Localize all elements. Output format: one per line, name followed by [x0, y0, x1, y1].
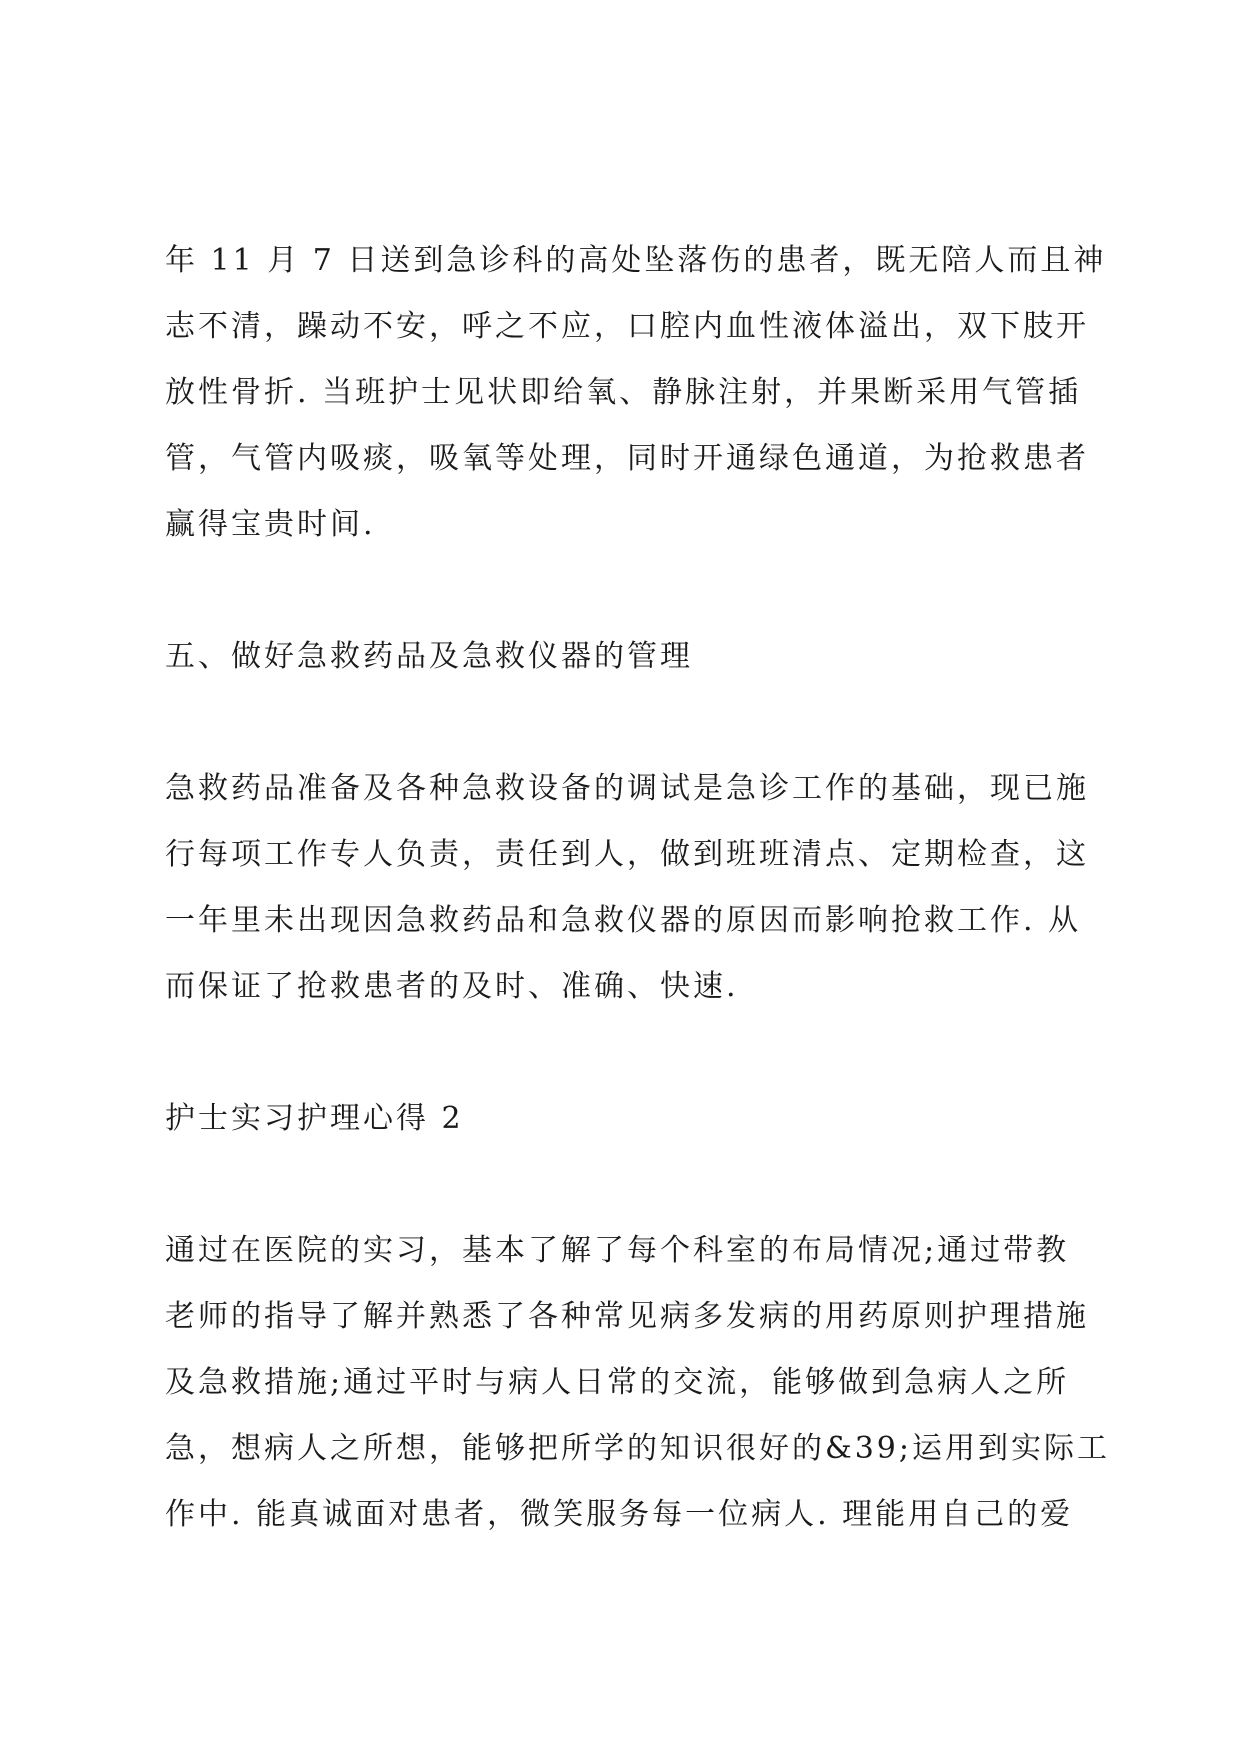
paragraph-line: 通过在医院的实习，基本了解了每个科室的布局情况;通过带教: [165, 1233, 1070, 1268]
document-body: [165, 228, 1110, 1548]
paragraph-line: 赢得宝贵时间.: [165, 507, 376, 542]
paragraph-emergency-case: [165, 228, 1107, 558]
article-title: 护士实习护理心得 2: [165, 1101, 464, 1136]
paragraph-line: 急，想病人之所想，能够把所学的知识很好的&39;运用到实际工: [165, 1431, 1110, 1466]
paragraph-line: 放性骨折. 当班护士见状即给氧、静脉注射，并果断采用气管插: [165, 375, 1082, 410]
paragraph-internship-experience: [165, 1218, 1110, 1548]
paragraph-line: 作中. 能真诚面对患者，微笑服务每一位病人. 理能用自己的爱: [165, 1497, 1074, 1532]
section-heading-five: 五、做好急救药品及急救仪器的管理: [165, 639, 693, 674]
paragraph-line: 急救药品准备及各种急救设备的调试是急诊工作的基础，现已施: [165, 771, 1089, 806]
paragraph-line: 管，气管内吸痰，吸氧等处理，同时开通绿色通道，为抢救患者: [165, 441, 1089, 476]
paragraph-equipment-management: [165, 756, 1095, 1020]
paragraph-line: 年 11 月 7 日送到急诊科的高处坠落伤的患者，既无陪人而且神: [165, 243, 1107, 278]
paragraph-line: 老师的指导了解并熟悉了各种常见病多发病的用药原则护理措施: [165, 1299, 1089, 1334]
paragraph-line: 一年里未出现因急救药品和急救仪器的原因而影响抢救工作. 从: [165, 903, 1082, 938]
paragraph-line: 而保证了抢救患者的及时、准确、快速.: [165, 969, 739, 1004]
paragraph-line: 及急救措施;通过平时与病人日常的交流，能够做到急病人之所: [165, 1365, 1070, 1400]
paragraph-line: 志不清，躁动不安，呼之不应，口腔内血性液体溢出，双下肢开: [165, 309, 1089, 344]
paragraph-line: 行每项工作专人负责，责任到人，做到班班清点、定期检查，这: [165, 837, 1089, 872]
